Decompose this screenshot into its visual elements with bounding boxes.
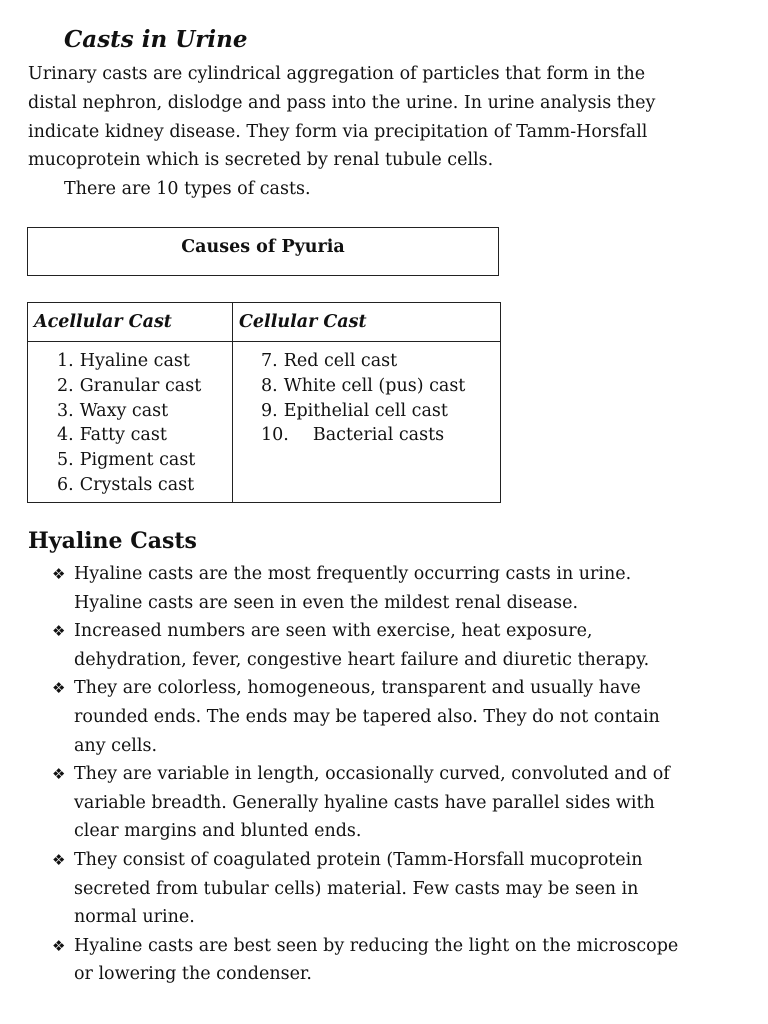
item-label: Fatty cast: [79, 425, 167, 446]
list-item: [233, 349, 500, 374]
intro-line: indicate kidney disease. They form via precipitation of Tamm-Horsfall: [28, 121, 648, 142]
intro-line: mucoprotein which is secreted by renal tubule cells.: [28, 150, 494, 171]
bullet-line: variable breadth. Generally hyaline casts have parallel sides with: [74, 792, 655, 813]
bullet-line: or lowering the condenser.: [74, 964, 312, 985]
section-heading-hyaline-casts: Hyaline Casts: [28, 528, 197, 554]
bullet-line: any cells.: [74, 735, 158, 756]
bullet-line: clear margins and blunted ends.: [74, 821, 362, 842]
item-number: 5.: [57, 450, 74, 471]
intro-line: distal nephron, dislodge and pass into the urine. In urine analysis they: [28, 92, 656, 113]
diamond-bullet-icon: ❖: [52, 622, 66, 641]
causes-of-pyuria-box: [27, 227, 499, 276]
diamond-bullet-icon: ❖: [52, 565, 66, 583]
list-item: [28, 374, 232, 399]
table-row: [28, 342, 501, 503]
header-cellular-cast: Cellular Cast: [233, 303, 501, 342]
table-header-row: [28, 303, 501, 342]
list-item: [28, 448, 232, 473]
intro-line: Urinary casts are cylindrical aggregation of particles that form in the: [28, 64, 646, 84]
item-label: Bacterial casts: [312, 425, 445, 446]
item-number: 4.: [57, 425, 74, 446]
list-item: [28, 423, 232, 448]
item-number: 7.: [261, 351, 278, 371]
item-label: Waxy cast: [79, 400, 169, 421]
item-number: 9.: [261, 400, 278, 421]
bullet-line: rounded ends. The ends may be tapered also. They do not contain: [74, 706, 660, 727]
item-label: Granular cast: [79, 375, 202, 396]
item-number: 1.: [57, 351, 74, 371]
list-item: [52, 617, 752, 674]
list-item: [52, 560, 752, 617]
bullet-line: They are colorless, homogeneous, transparent and usually have: [74, 678, 641, 699]
bullet-line: Hyaline casts are the most frequently occurring casts in urine.: [74, 564, 632, 584]
intro-paragraph: [28, 60, 748, 204]
cast-types-table: [27, 302, 501, 503]
item-label: Crystals cast: [79, 474, 195, 495]
diamond-bullet-icon: ❖: [52, 765, 66, 784]
list-item: [233, 399, 500, 424]
bullet-line: Increased numbers are seen with exercise, heat exposure,: [74, 621, 593, 642]
list-item: [52, 932, 752, 989]
item-label: White cell (pus) cast: [283, 375, 466, 396]
list-item: [52, 674, 752, 760]
item-number: 10.: [261, 425, 289, 446]
list-item: [52, 846, 752, 932]
item-label: Hyaline cast: [79, 351, 190, 371]
acellular-cast-list: [28, 349, 232, 498]
page-title: Casts in Urine: [64, 26, 248, 53]
item-label: Pigment cast: [79, 450, 196, 471]
diamond-bullet-icon: ❖: [52, 936, 66, 955]
causes-box-title: Causes of Pyuria: [181, 237, 345, 257]
bullet-line: They consist of coagulated protein (Tamm-Horsfall mucoprotein: [74, 849, 643, 870]
item-number: 8.: [261, 375, 278, 396]
item-label: Red cell cast: [283, 351, 398, 371]
bullet-line: Hyaline casts are best seen by reducing the light on the microscope: [74, 935, 679, 956]
list-item: [28, 349, 232, 374]
list-item: [233, 423, 500, 448]
bullet-line: They are variable in length, occasionally curved, convoluted and of: [74, 764, 670, 785]
list-item: [52, 760, 752, 846]
diamond-bullet-icon: ❖: [52, 679, 66, 698]
header-acellular-cast: Acellular Cast: [28, 303, 233, 342]
item-number: 2.: [57, 375, 74, 396]
cellular-cast-cell: [233, 342, 501, 503]
list-item: [28, 399, 232, 424]
bullet-line: dehydration, fever, congestive heart failure and diuretic therapy.: [74, 649, 650, 670]
bullet-line: Hyaline casts are seen in even the mildest renal disease.: [74, 592, 579, 613]
list-item: [28, 473, 232, 498]
hyaline-casts-bullet-list: [52, 560, 752, 989]
bullet-line: secreted from tubular cells) material. Few casts may be seen in: [74, 878, 639, 899]
diamond-bullet-icon: ❖: [52, 850, 66, 869]
cast-count-line: There are 10 types of casts.: [64, 179, 311, 200]
item-number: 6.: [57, 474, 74, 495]
list-item: [233, 374, 500, 399]
cellular-cast-list: [233, 349, 500, 448]
bullet-line: normal urine.: [74, 907, 195, 928]
acellular-cast-cell: [28, 342, 233, 503]
item-number: 3.: [57, 400, 74, 421]
item-label: Epithelial cell cast: [283, 400, 448, 421]
